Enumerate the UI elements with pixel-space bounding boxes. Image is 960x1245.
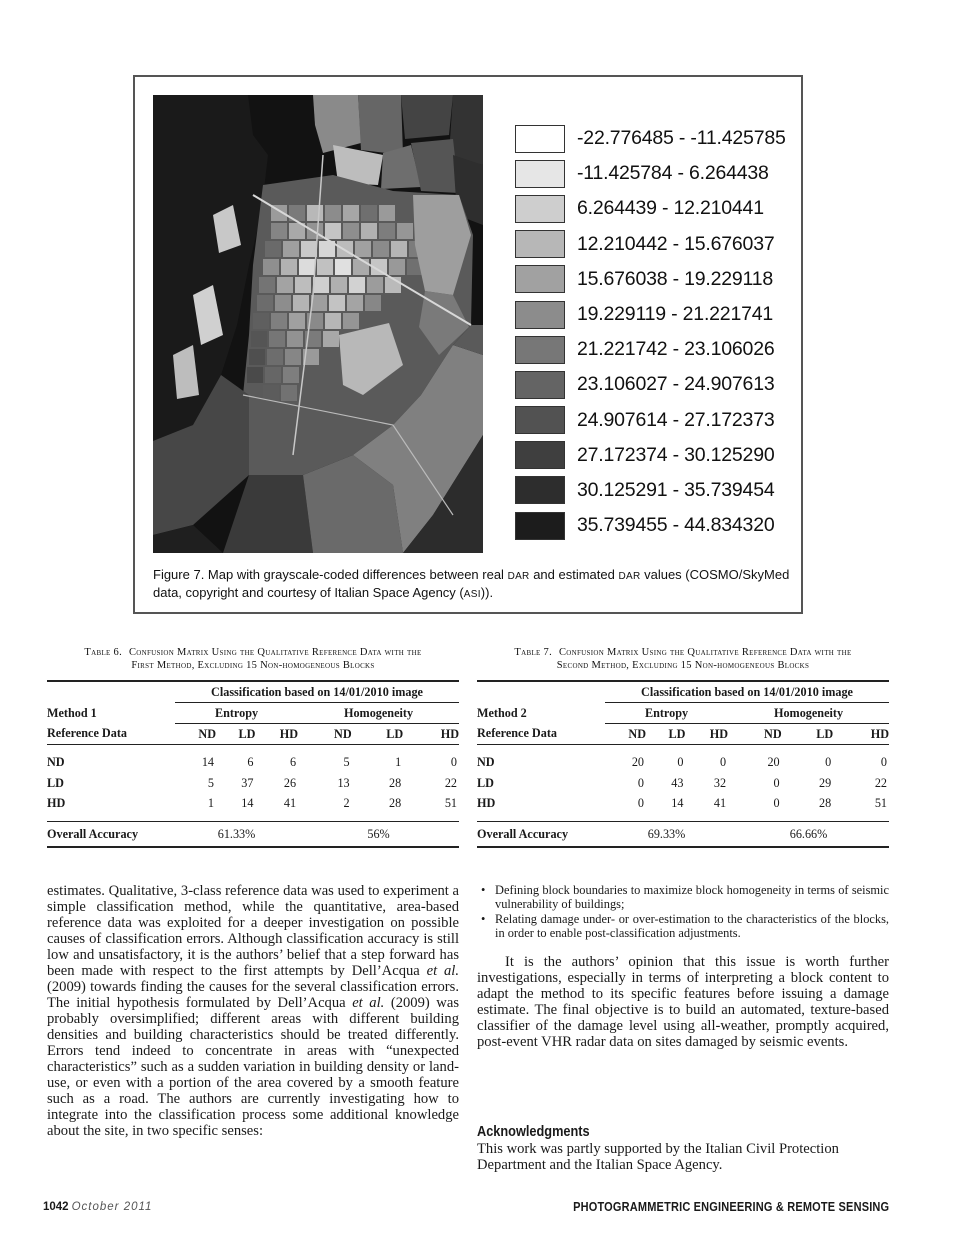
caption-text: Figure 7. Map with grayscale-coded differences between real [153,567,508,582]
caption-abbrev: DAR [618,571,641,582]
classification-header: Classification based on 14/01/2010 image [175,681,459,703]
accuracy-homogeneity: 66.66% [728,822,889,848]
column-header: ND [298,724,352,745]
accuracy-homogeneity: 56% [298,822,459,848]
bullet-icon: • [481,883,486,897]
right-text-column [477,883,889,1050]
cell: 20 [631,754,645,769]
cell: 13 [337,775,350,790]
table-row [47,793,459,822]
reference-data-label: Reference Data [47,724,175,745]
list-item-text: Defining block boundaries to maximize block homogeneity in terms of seismic vulnerability of buildings; [495,883,889,911]
cell: 1 [395,754,402,769]
blank-cell [47,681,175,703]
cell: 28 [389,775,402,790]
legend-label: 23.106027 - 24.907613 [577,373,775,396]
legend-swatch [515,160,565,188]
group-header-homogeneity: Homogeneity [298,703,459,724]
overall-accuracy-row [477,822,889,848]
map-drawing [153,95,483,553]
confusion-matrix-table [477,680,889,848]
accuracy-entropy: 69.33% [605,822,728,848]
accuracy-entropy: 61.33% [175,822,298,848]
row-label: LD [477,775,494,790]
cell: 22 [874,775,887,790]
legend-swatch [515,265,565,293]
caption-abbrev: ASI [463,589,481,600]
legend-label: 24.907614 - 27.172373 [577,408,775,431]
grayscale-map-image [153,95,483,553]
legend-swatch [515,195,565,223]
cell: 0 [773,795,780,810]
cell: 22 [444,775,457,790]
legend-item [515,297,795,332]
body-text: (2009) towards finding the causes for the several classification errors. The initial hypothesis formulated by Dell’Acqua [47,979,459,1011]
table-6-caption [47,646,459,672]
legend-item [515,227,795,262]
table-title: First Method, Excluding 15 Non-homogeneous Blocks [131,660,375,671]
journal-name: PHOTOGRAMMETRIC ENGINEERING & REMOTE SENSING [572,1200,889,1214]
classification-header: Classification based on 14/01/2010 image [605,681,889,703]
column-header: HD [255,724,298,745]
overall-accuracy-row [47,822,459,848]
left-text-column [47,883,459,1139]
row-label: LD [47,775,64,790]
column-header: ND [728,724,782,745]
cell: 26 [283,775,297,790]
italic-text: et al. [426,963,459,979]
caption-text: values (COSMO/SkyMed data, copyright and courtesy of Italian Space Agency ( [153,567,790,600]
legend-swatch [515,406,565,434]
cell: 51 [874,795,887,810]
cell: 20 [767,754,780,769]
legend-swatch [515,371,565,399]
overall-accuracy-label: Overall Accuracy [477,822,605,848]
row-label: ND [47,754,65,769]
legend-label: -11.425784 - 6.264438 [577,162,769,185]
cell: 29 [819,775,832,790]
column-header: HD [403,724,459,745]
table-7 [477,646,889,848]
bullet-list [477,883,889,940]
column-header: LD [782,724,834,745]
cell: 6 [247,754,254,769]
table-6 [47,646,459,848]
legend-swatch [515,512,565,540]
row-label: HD [477,795,496,810]
cell: 0 [773,775,780,790]
legend-item [515,438,795,473]
row-label: ND [477,754,495,769]
table-row [47,745,459,774]
cell: 37 [241,775,254,790]
body-text: (2009) was probably oversimplified; different areas with different building densities and building characteristics should be treated differently. Errors tend indeed to concentrate in areas with “unexpected characteristics” such as a sudden variation in building density or land-use, or even with a portion of the area covered by a smooth feature such as a road. The authors are currently investigating how to integrate into the classification process some additional knowledge about the site, in two specific senses: [47,995,459,1139]
table-7-caption [477,646,889,672]
group-header-entropy: Entropy [605,703,728,724]
cell: 14 [671,795,684,810]
list-item [477,912,889,940]
map-legend [515,121,795,543]
method-label: Method 2 [477,705,527,720]
caption-abbrev: DAR [507,571,530,582]
acknowledgments-heading: Acknowledgments [477,1123,590,1140]
cell: 0 [719,754,727,769]
legend-label: 6.264439 - 12.210441 [577,197,764,220]
legend-label: 12.210442 - 15.676037 [577,232,775,255]
column-header: HD [685,724,728,745]
body-text: estimates. Qualitative, 3-class reference data was used to experiment a simple classification method, while the quantitative, area-based reference data was exploited for a deeper investigation on possible causes of classification errors. Although classification accuracy is still low and unsatisfactory, it is the authors’ belief that a step forward has been made with respect to the first attempts by Dell’Acqua [47,883,459,979]
cell: 0 [637,775,645,790]
legend-swatch [515,476,565,504]
cell: 41 [713,795,727,810]
overall-accuracy-label: Overall Accuracy [47,822,175,848]
legend-label: 27.172374 - 30.125290 [577,443,775,466]
cell: 2 [343,795,350,810]
legend-label: 30.125291 - 35.739454 [577,478,775,501]
bullet-icon: • [481,912,486,926]
cell: 28 [389,795,402,810]
body-paragraph [47,883,459,1139]
legend-label: -22.776485 - -11.425785 [577,127,786,150]
cell: 41 [283,795,297,810]
reference-data-label: Reference Data [477,724,605,745]
column-header: HD [833,724,889,745]
table-number: Table 7. [514,647,553,658]
legend-item [515,403,795,438]
cell: 32 [713,775,727,790]
legend-item [515,262,795,297]
figure-7 [133,75,803,614]
cell: 1 [207,795,215,810]
blank-cell [477,681,605,703]
table-row [47,773,459,793]
confusion-matrix-table [47,680,459,848]
cell: 43 [671,775,684,790]
table-number: Table 6. [84,647,123,658]
cell: 0 [450,754,457,769]
legend-swatch [515,336,565,364]
legend-swatch [515,441,565,469]
caption-text: and estimated [529,567,619,582]
cell: 0 [637,795,645,810]
column-header: ND [175,724,216,745]
list-item [477,883,889,911]
body-paragraph: It is the authors’ opinion that this issue is worth further investigations, especially in terms of interpreting a block content to adapt the method to its specific features before issuing a damage estimate. The final objective is to build an automated, texture-based classifier of the damage level using all-weather, promptly acquired, post-event VHR radar data on sites damaged by seismic events. [477,954,889,1050]
legend-label: 15.676038 - 19.229118 [577,267,774,290]
cell: 14 [241,795,254,810]
cell: 0 [825,754,832,769]
table-title: Confusion Matrix Using the Qualitative Reference Data with the [558,647,852,658]
list-item-text: Relating damage under- or over-estimation to the characteristics of the blocks, in order to enable post-classification adjustments. [495,912,889,940]
table-row [477,773,889,793]
cell: 5 [343,754,350,769]
group-header-homogeneity: Homogeneity [728,703,889,724]
caption-text: )). [480,585,494,600]
legend-item [515,332,795,367]
page-number: 1042 [43,1201,69,1213]
cell: 5 [207,775,215,790]
legend-item [515,367,795,402]
legend-item [515,191,795,226]
italic-text: et al. [352,995,385,1011]
column-header: LD [646,724,685,745]
cell: 6 [289,754,297,769]
cell: 51 [444,795,457,810]
legend-label: 21.221742 - 23.106026 [577,338,775,361]
legend-item [515,121,795,156]
method-label: Method 1 [47,705,97,720]
figure-caption [153,567,793,603]
table-title: Second Method, Excluding 15 Non-homogeneous Blocks [556,660,810,671]
cell: 0 [677,754,684,769]
legend-swatch [515,301,565,329]
group-header-entropy: Entropy [175,703,298,724]
legend-item [515,508,795,543]
legend-swatch [515,230,565,258]
legend-item [515,473,795,508]
column-header: LD [216,724,255,745]
row-label: HD [47,795,66,810]
legend-label: 35.739455 - 44.834320 [577,514,775,537]
acknowledgments-body: This work was partly supported by the Italian Civil Protection Department and the Italian Space Agency. [477,1141,839,1173]
legend-item [515,156,795,191]
issue-date: October 2011 [71,1201,153,1213]
table-row [477,745,889,774]
legend-label: 19.229119 - 21.221741 [577,303,774,326]
cell: 14 [201,754,215,769]
cell: 28 [819,795,832,810]
column-header: LD [352,724,404,745]
column-header: ND [605,724,646,745]
legend-swatch [515,125,565,153]
table-row [477,793,889,822]
cell: 0 [880,754,887,769]
page-footer-left [43,1201,152,1213]
table-title: Confusion Matrix Using the Qualitative Reference Data with the [128,647,422,658]
